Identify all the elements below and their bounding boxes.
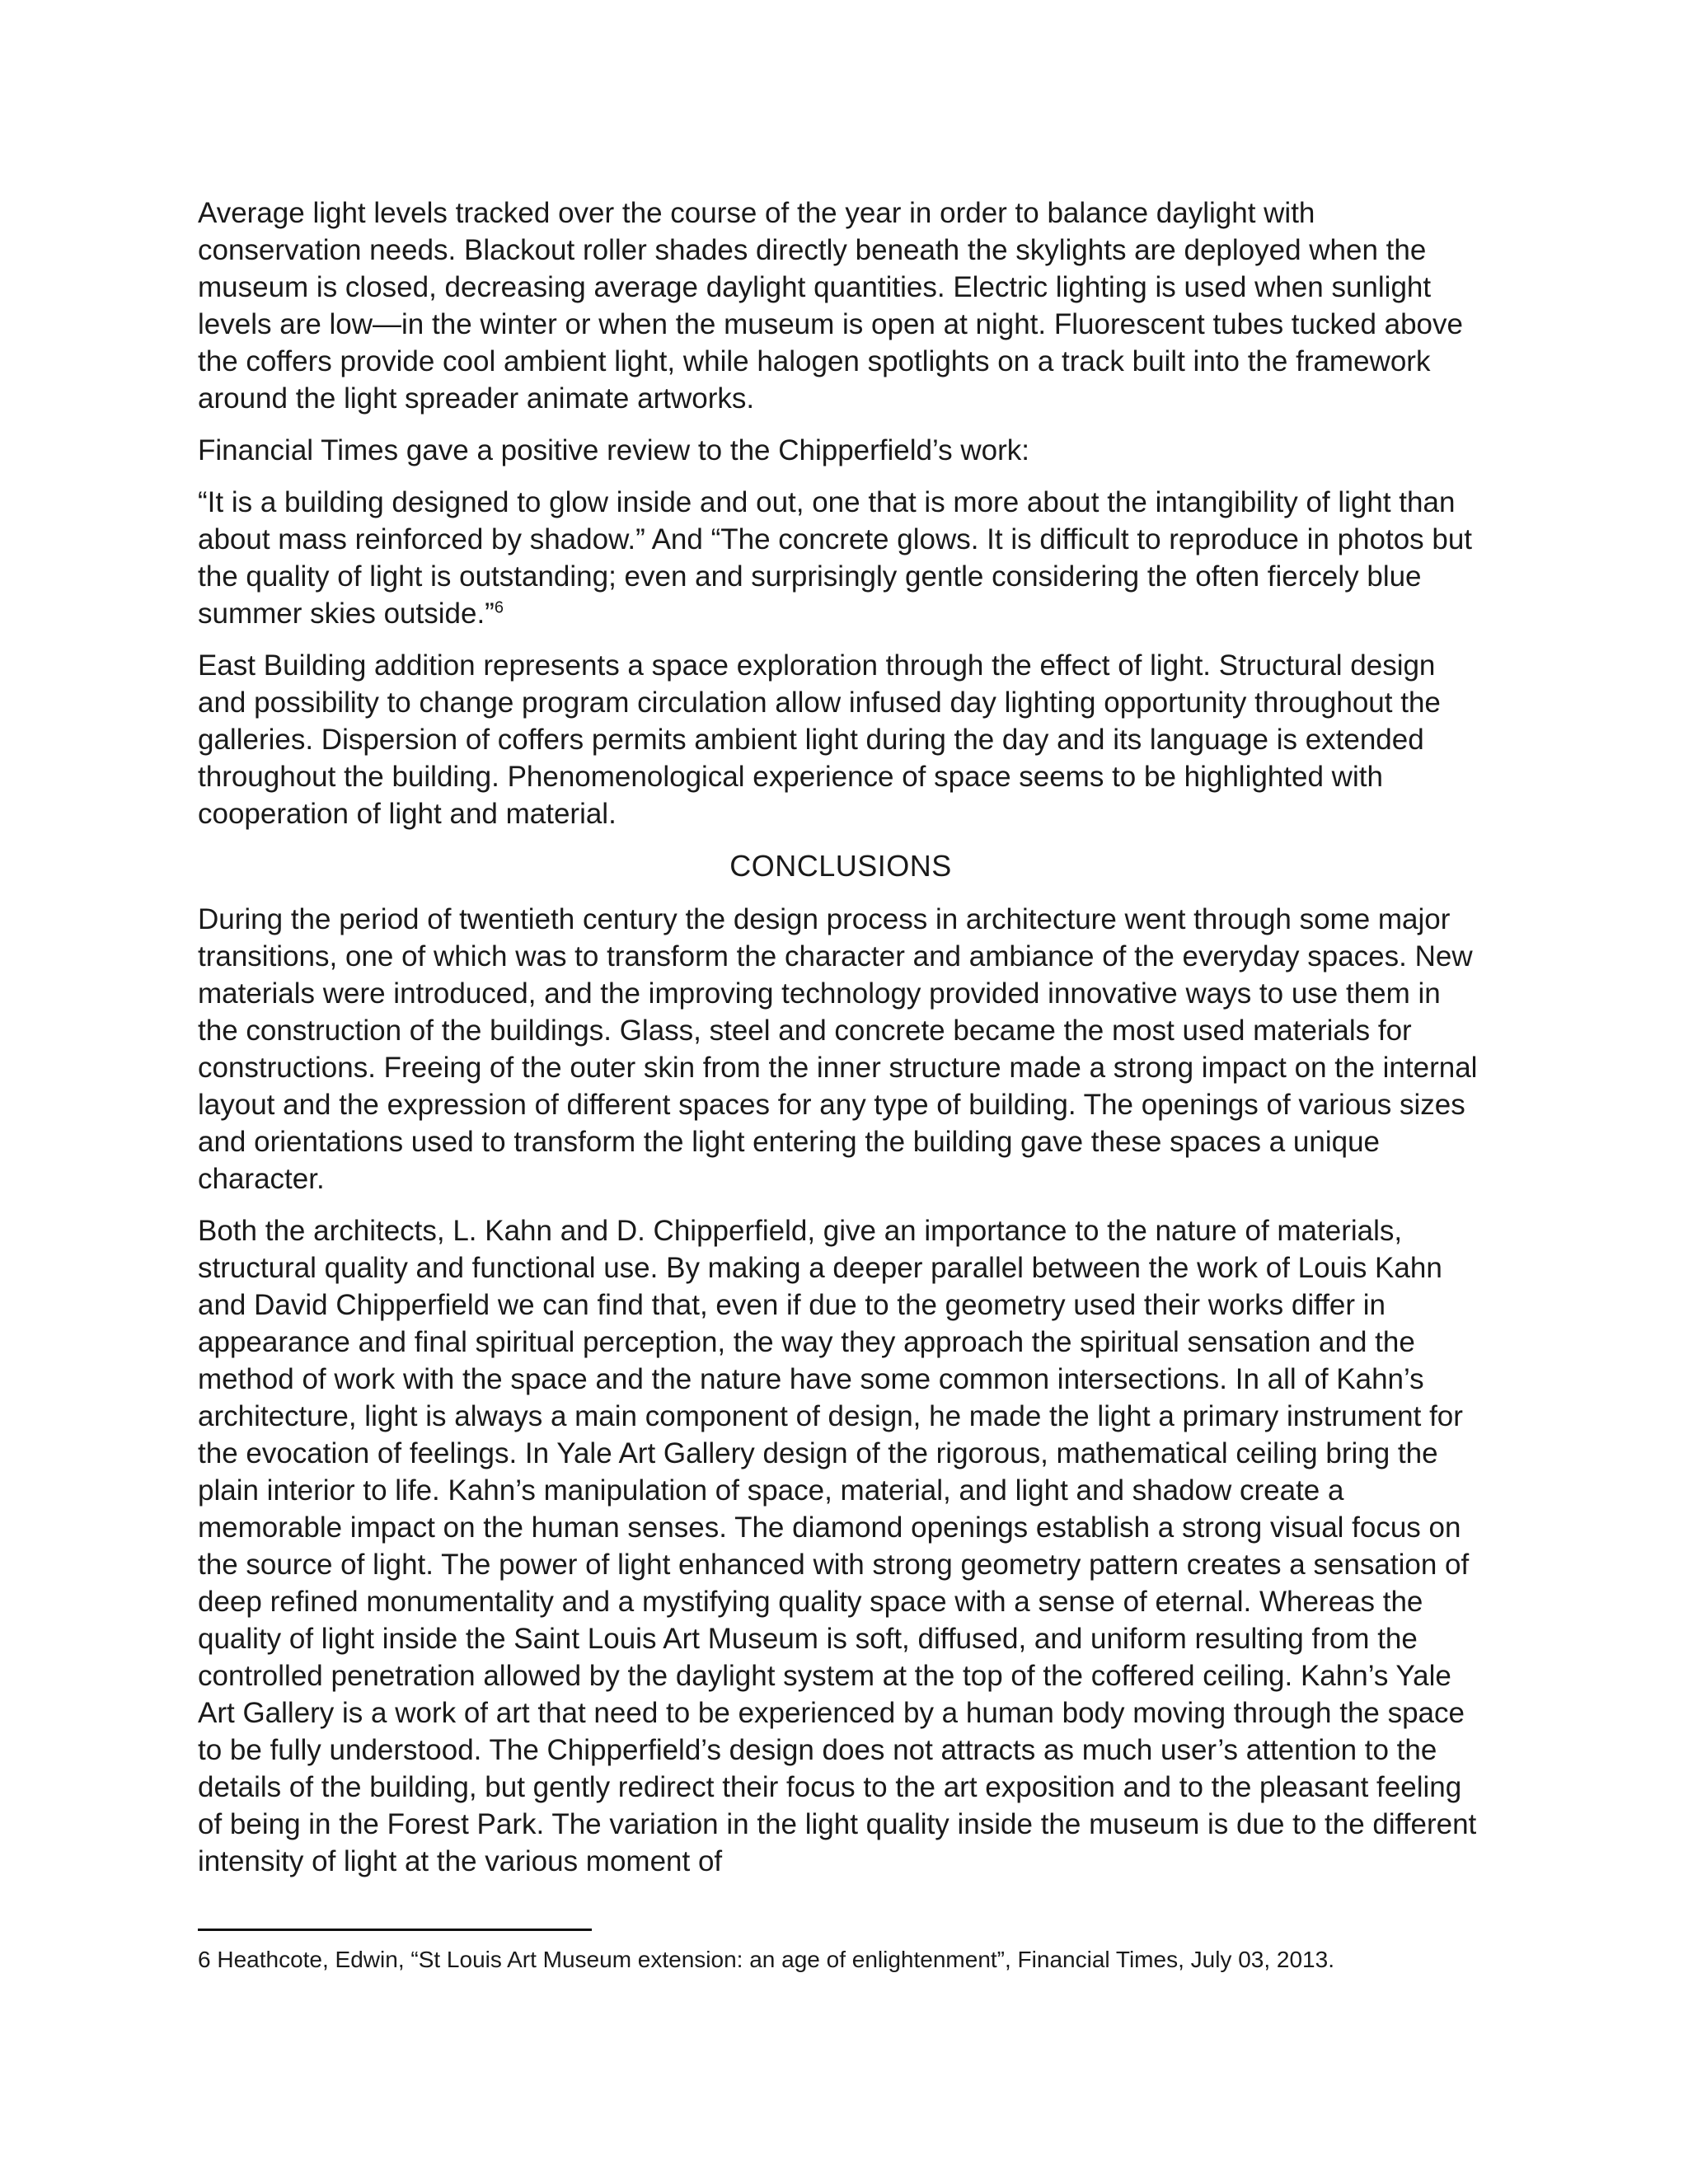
footnote: 6 Heathcote, Edwin, “St Louis Art Museum extension: an age of enlightenment”, Financial Times, July 03, 2013. — [198, 1947, 1334, 1972]
footnote-separator — [198, 1929, 592, 1931]
footnote-reference: 6 — [494, 598, 504, 617]
quote-text: “It is a building designed to glow inside and out, one that is more about the intangibility of light than about mass reinforced by shadow.” And “The concrete glows. It is difficult to reproduce in photos but the quality of light is outstanding; even and surprisingly gentle considering the often fiercely blue summer skies outside.” — [198, 486, 1473, 630]
paragraph-daylight-levels: Average light levels tracked over the course of the year in order to balance daylight with conservation needs. Blackout roller shades directly beneath the skylights are deployed when the museum is closed, decreasing average daylight quantities. Electric lighting is used when sunlight levels are low—in the winter or when the museum is open at night. Fluorescent tubes tucked above the coffers provide cool ambient light, while halogen spotlights on a track built into the framework around the light spreader animate artworks. — [198, 197, 1463, 415]
paragraph-quote — [198, 484, 1484, 632]
paragraph-twentieth-century: During the period of twentieth century the design process in architecture went through some major transitions, one of which was to transform the character and ambiance of the everyday spaces. New materials were introduced, and the improving technology provided innovative ways to use them in the construction of the buildings. Glass, steel and concrete became the most used materials for constructions. Freeing of the outer skin from the inner structure made a strong impact on the internal layout and the expression of different spaces for any type of building. The openings of various sizes and orientations used to transform the light entering the building gave these spaces a unique character. — [198, 903, 1478, 1195]
paragraph-east-building: East Building addition represents a space exploration through the effect of light. Structural design and possibility to change program circulation allow infused day lighting opportunity throughout the galleries. Dispersion of coffers permits ambient light during the day and its language is extended throughout the building. Phenomenological experience of space seems to be highlighted with cooperation of light and material. — [198, 649, 1441, 830]
paragraph-kahn-chipperfield: Both the architects, L. Kahn and D. Chipperfield, give an importance to the nature of materials, structural quality and functional use. By making a deeper parallel between the work of Louis Kahn and David Chipperfield we can find that, even if due to the geometry used their works differ in appearance and final spiritual perception, the way they approach the spiritual sensation and the method of work with the space and the nature have some common intersections. In all of Kahn’s architecture, light is always a main component of design, he made the light a primary instrument for the evocation of feelings. In Yale Art Gallery design of the rigorous, mathematical ceiling bring the plain interior to life. Kahn’s manipulation of space, material, and light and shadow create a memorable impact on the human senses. The diamond openings establish a strong visual focus on the source of light. The power of light enhanced with strong geometry pattern creates a sensation of deep refined monumentality and a mystifying quality space with a sense of eternal. Whereas the quality of light inside the Saint Louis Art Museum is soft, diffused, and uniform resulting from the controlled penetration allowed by the daylight system at the top of the coffered ceiling. Kahn’s Yale Art Gallery is a work of art that need to be experienced by a human body moving through the space to be fully understood. The Chipperfield’s design does not attracts as much user’s attention to the details of the building, but gently redirect their focus to the art exposition and to the pleasant feeling of being in the Forest Park. The variation in the light quality inside the museum is due to the different intensity of light at the various moment of — [198, 1215, 1477, 1877]
paragraph-financial-times-intro: Financial Times gave a positive review to the Chipperfield’s work: — [198, 434, 1029, 466]
section-heading: CONCLUSIONS — [729, 849, 952, 883]
document-body — [198, 194, 1484, 1895]
